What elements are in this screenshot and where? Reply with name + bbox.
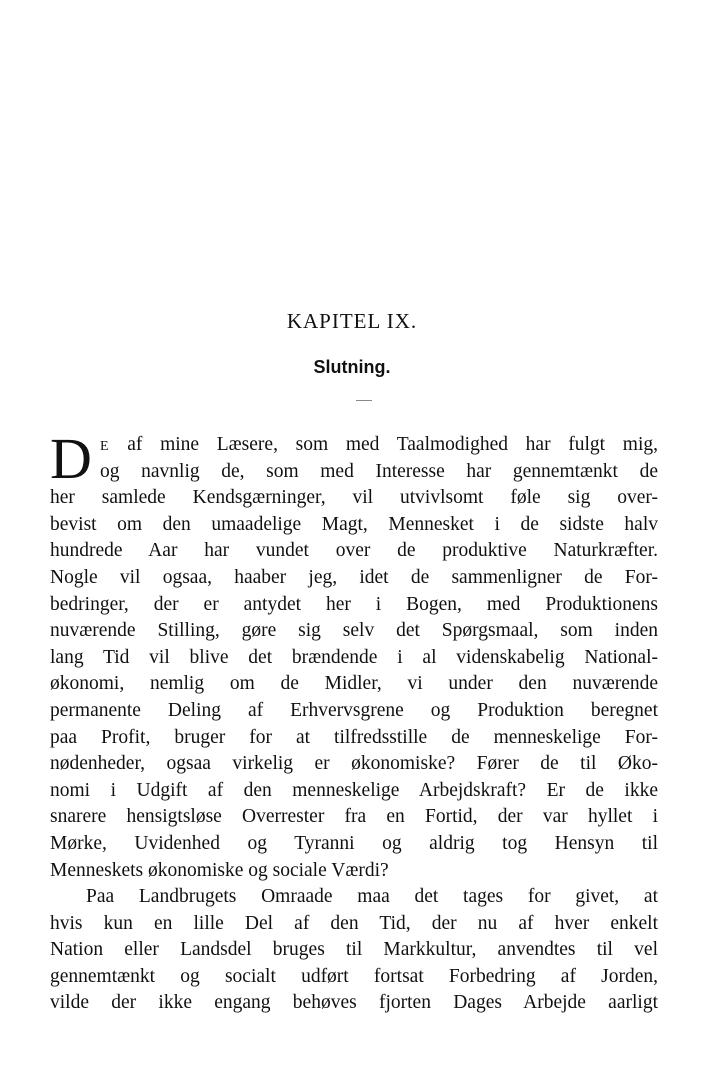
text-line: permanente Deling af Erhvervsgrene og Produktion beregnet [50,699,658,721]
text-line: bevist om den umaadelige Magt, Mennesket i de sidste halv [50,513,658,535]
chapter-heading: KAPITEL IX. [286,309,418,333]
text-line: og navnlig de, som med Interesse har gennemtænkt de [100,460,658,482]
text-line: Paa Landbrugets Omraade maa det tages for givet, at [86,886,658,908]
chapter-title: Slutning. [313,357,391,377]
text-line: snarere hensigtsløse Overrester fra en Fortid, der var hyllet i [50,806,658,828]
text-line: nødenheder, ogsaa virkelig er økonomiske? Fører de til Øko- [50,753,658,775]
text-line: hundrede Aar har vundet over de produktive Naturkræfter. [50,540,658,562]
text-line: Menneskets økonomiske og sociale Værdi? [50,859,389,881]
text-line: gennemtænkt og socialt udført fortsat Forbedring af Jorden, [50,965,658,987]
text-line [50,432,658,459]
text-line-content: af mine Læsere, som med Taalmodighed har fulgt mig, [127,434,658,455]
text-line: bedringer, der er antydet her i Bogen, med Produktionens [50,593,658,615]
text-line: Mørke, Uvidenhed og Tyranni og aldrig tog Hensyn til [50,832,658,854]
text-line: økonomi, nemlig om de Midler, vi under den nuværende [50,673,658,695]
text-line: Nogle vil ogsaa, haaber jeg, idet de sammenligner de For- [50,566,658,588]
text-line: paa Profit, bruger for at tilfredsstille de menneskelige For- [50,726,658,748]
text-line: lang Tid vil blive det brændende i al videnskabelig National- [50,646,658,668]
text-line: hvis kun en lille Del af den Tid, der nu af hver enkelt [50,912,658,934]
text-line: Nation eller Landsdel bruges til Markkultur, anvendtes til vel [50,939,658,961]
drop-cap: D [50,426,92,491]
text-line: nomi i Udgift af den menneskelige Arbejdskraft? Er de ikke [50,779,658,801]
chapter-body [50,426,658,1017]
text-line: her samlede Kendsgærninger, vil utvivlsomt føle sig over- [50,487,658,509]
text-line: vilde der ikke engang behøves fjorten Dages Arbejde aarligt [50,992,658,1014]
text-line: nuværende Stilling, gøre sig selv det Spørgsmaal, som inden [50,620,658,642]
first-word-rest: E [100,439,110,454]
section-ornament [356,400,372,401]
